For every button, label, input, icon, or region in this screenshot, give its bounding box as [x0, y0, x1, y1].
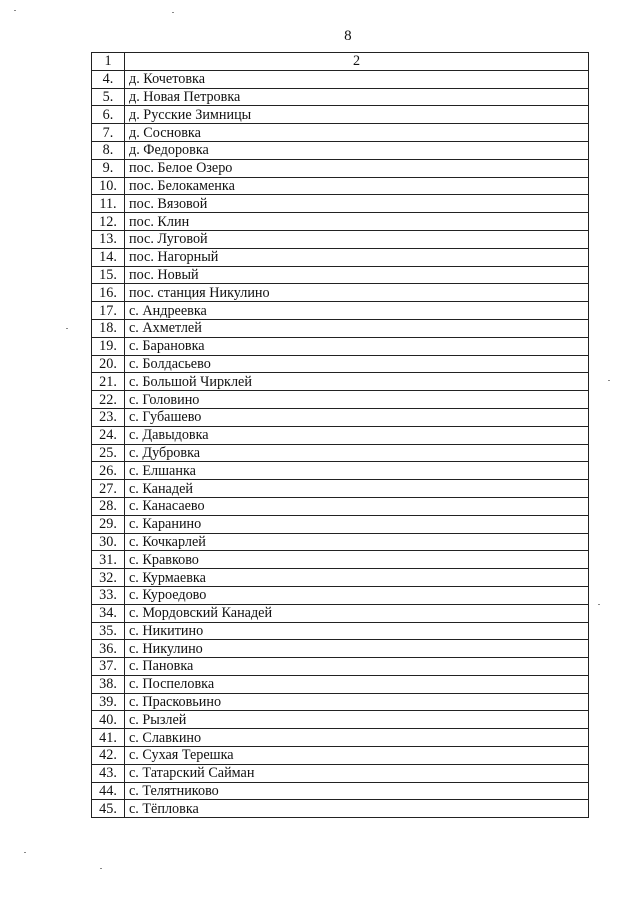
table-row [92, 88, 589, 106]
settlement-name: с. Мордовский Канадей [125, 604, 589, 622]
table-row [92, 124, 589, 142]
table-row [92, 586, 589, 604]
row-number: 30. [92, 533, 125, 551]
table-row [92, 177, 589, 195]
table-row [92, 391, 589, 409]
settlement-name: с. Барановка [125, 337, 589, 355]
settlements-table [91, 52, 589, 818]
table-header-row [92, 53, 589, 71]
table-row [92, 640, 589, 658]
table-row [92, 497, 589, 515]
scan-speck [14, 10, 16, 11]
table-row [92, 373, 589, 391]
scan-speck [608, 380, 610, 381]
table-row [92, 604, 589, 622]
table-row [92, 693, 589, 711]
settlement-name: с. Давыдовка [125, 426, 589, 444]
table-row [92, 302, 589, 320]
settlement-name: пос. Вязовой [125, 195, 589, 213]
row-number: 12. [92, 213, 125, 231]
row-number: 29. [92, 515, 125, 533]
row-number: 37. [92, 658, 125, 676]
table-row [92, 462, 589, 480]
table-row [92, 622, 589, 640]
row-number: 6. [92, 106, 125, 124]
settlement-name: с. Пановка [125, 658, 589, 676]
row-number: 10. [92, 177, 125, 195]
row-number: 38. [92, 675, 125, 693]
settlement-name: с. Елшанка [125, 462, 589, 480]
settlement-name: пос. Клин [125, 213, 589, 231]
scan-speck [598, 604, 600, 605]
settlement-name: с. Курмаевка [125, 569, 589, 587]
table-row [92, 658, 589, 676]
table-row [92, 284, 589, 302]
row-number: 39. [92, 693, 125, 711]
row-number: 44. [92, 782, 125, 800]
table-row [92, 319, 589, 337]
table-row [92, 782, 589, 800]
settlement-name: с. Прасковьино [125, 693, 589, 711]
row-number: 45. [92, 800, 125, 818]
table-row [92, 480, 589, 498]
row-number: 43. [92, 764, 125, 782]
settlement-name: с. Каранино [125, 515, 589, 533]
settlement-name: с. Славкино [125, 729, 589, 747]
settlement-name: д. Сосновка [125, 124, 589, 142]
settlement-name: с. Рызлей [125, 711, 589, 729]
settlement-name: с. Телятниково [125, 782, 589, 800]
table-row [92, 213, 589, 231]
table-row [92, 533, 589, 551]
table-body [92, 53, 589, 818]
table-row [92, 70, 589, 88]
settlement-name: д. Кочетовка [125, 70, 589, 88]
settlement-name: д. Новая Петровка [125, 88, 589, 106]
settlement-name: с. Куроедово [125, 586, 589, 604]
settlement-name: пос. Луговой [125, 230, 589, 248]
settlement-name: с. Губашево [125, 408, 589, 426]
settlement-name: с. Татарский Сайман [125, 764, 589, 782]
row-number: 21. [92, 373, 125, 391]
row-number: 33. [92, 586, 125, 604]
row-number: 8. [92, 141, 125, 159]
settlement-name: пос. Белое Озеро [125, 159, 589, 177]
table-row [92, 266, 589, 284]
settlement-name: с. Дубровка [125, 444, 589, 462]
table-row [92, 444, 589, 462]
settlement-name: с. Сухая Терешка [125, 747, 589, 765]
row-number: 19. [92, 337, 125, 355]
row-number: 7. [92, 124, 125, 142]
table-row [92, 800, 589, 818]
table-row [92, 675, 589, 693]
settlement-name: с. Головино [125, 391, 589, 409]
settlement-name: с. Тёпловка [125, 800, 589, 818]
row-number: 16. [92, 284, 125, 302]
scan-speck [100, 868, 102, 869]
table-row [92, 230, 589, 248]
row-number: 5. [92, 88, 125, 106]
row-number: 42. [92, 747, 125, 765]
settlement-name: с. Кочкарлей [125, 533, 589, 551]
table-row [92, 426, 589, 444]
table-row [92, 747, 589, 765]
table-row [92, 515, 589, 533]
row-number: 22. [92, 391, 125, 409]
table-row [92, 569, 589, 587]
settlement-name: пос. Белокаменка [125, 177, 589, 195]
table-row [92, 248, 589, 266]
settlement-name: с. Большой Чирклей [125, 373, 589, 391]
table-row [92, 159, 589, 177]
row-number: 36. [92, 640, 125, 658]
row-number: 15. [92, 266, 125, 284]
row-number: 9. [92, 159, 125, 177]
table-row [92, 355, 589, 373]
page-number: 8 [344, 28, 352, 44]
settlement-name: с. Никулино [125, 640, 589, 658]
table-row [92, 764, 589, 782]
row-number: 24. [92, 426, 125, 444]
row-number: 18. [92, 319, 125, 337]
table-row [92, 551, 589, 569]
table-row [92, 195, 589, 213]
settlement-name: с. Канадей [125, 480, 589, 498]
row-number: 28. [92, 497, 125, 515]
settlement-name: с. Ахметлей [125, 319, 589, 337]
table-row [92, 141, 589, 159]
settlement-name: с. Никитино [125, 622, 589, 640]
settlement-name: с. Канасаево [125, 497, 589, 515]
row-number: 17. [92, 302, 125, 320]
column-header-number: 1 [92, 53, 125, 71]
table-row [92, 408, 589, 426]
scan-speck [172, 12, 174, 13]
settlement-name: пос. Нагорный [125, 248, 589, 266]
row-number: 25. [92, 444, 125, 462]
settlement-name: с. Болдасьево [125, 355, 589, 373]
scan-speck [66, 328, 68, 329]
table-row [92, 711, 589, 729]
row-number: 41. [92, 729, 125, 747]
row-number: 27. [92, 480, 125, 498]
row-number: 13. [92, 230, 125, 248]
row-number: 35. [92, 622, 125, 640]
settlement-name: с. Андреевка [125, 302, 589, 320]
row-number: 23. [92, 408, 125, 426]
settlement-name: с. Поспеловка [125, 675, 589, 693]
row-number: 4. [92, 70, 125, 88]
settlement-name: д. Русские Зимницы [125, 106, 589, 124]
row-number: 31. [92, 551, 125, 569]
table-row [92, 337, 589, 355]
settlement-name: с. Кравково [125, 551, 589, 569]
row-number: 20. [92, 355, 125, 373]
row-number: 26. [92, 462, 125, 480]
settlement-name: д. Федоровка [125, 141, 589, 159]
row-number: 40. [92, 711, 125, 729]
row-number: 34. [92, 604, 125, 622]
table-row [92, 106, 589, 124]
scan-speck [24, 852, 26, 853]
column-header-name: 2 [125, 53, 589, 71]
settlement-name: пос. Новый [125, 266, 589, 284]
row-number: 32. [92, 569, 125, 587]
table-row [92, 729, 589, 747]
settlement-name: пос. станция Никулино [125, 284, 589, 302]
row-number: 11. [92, 195, 125, 213]
row-number: 14. [92, 248, 125, 266]
